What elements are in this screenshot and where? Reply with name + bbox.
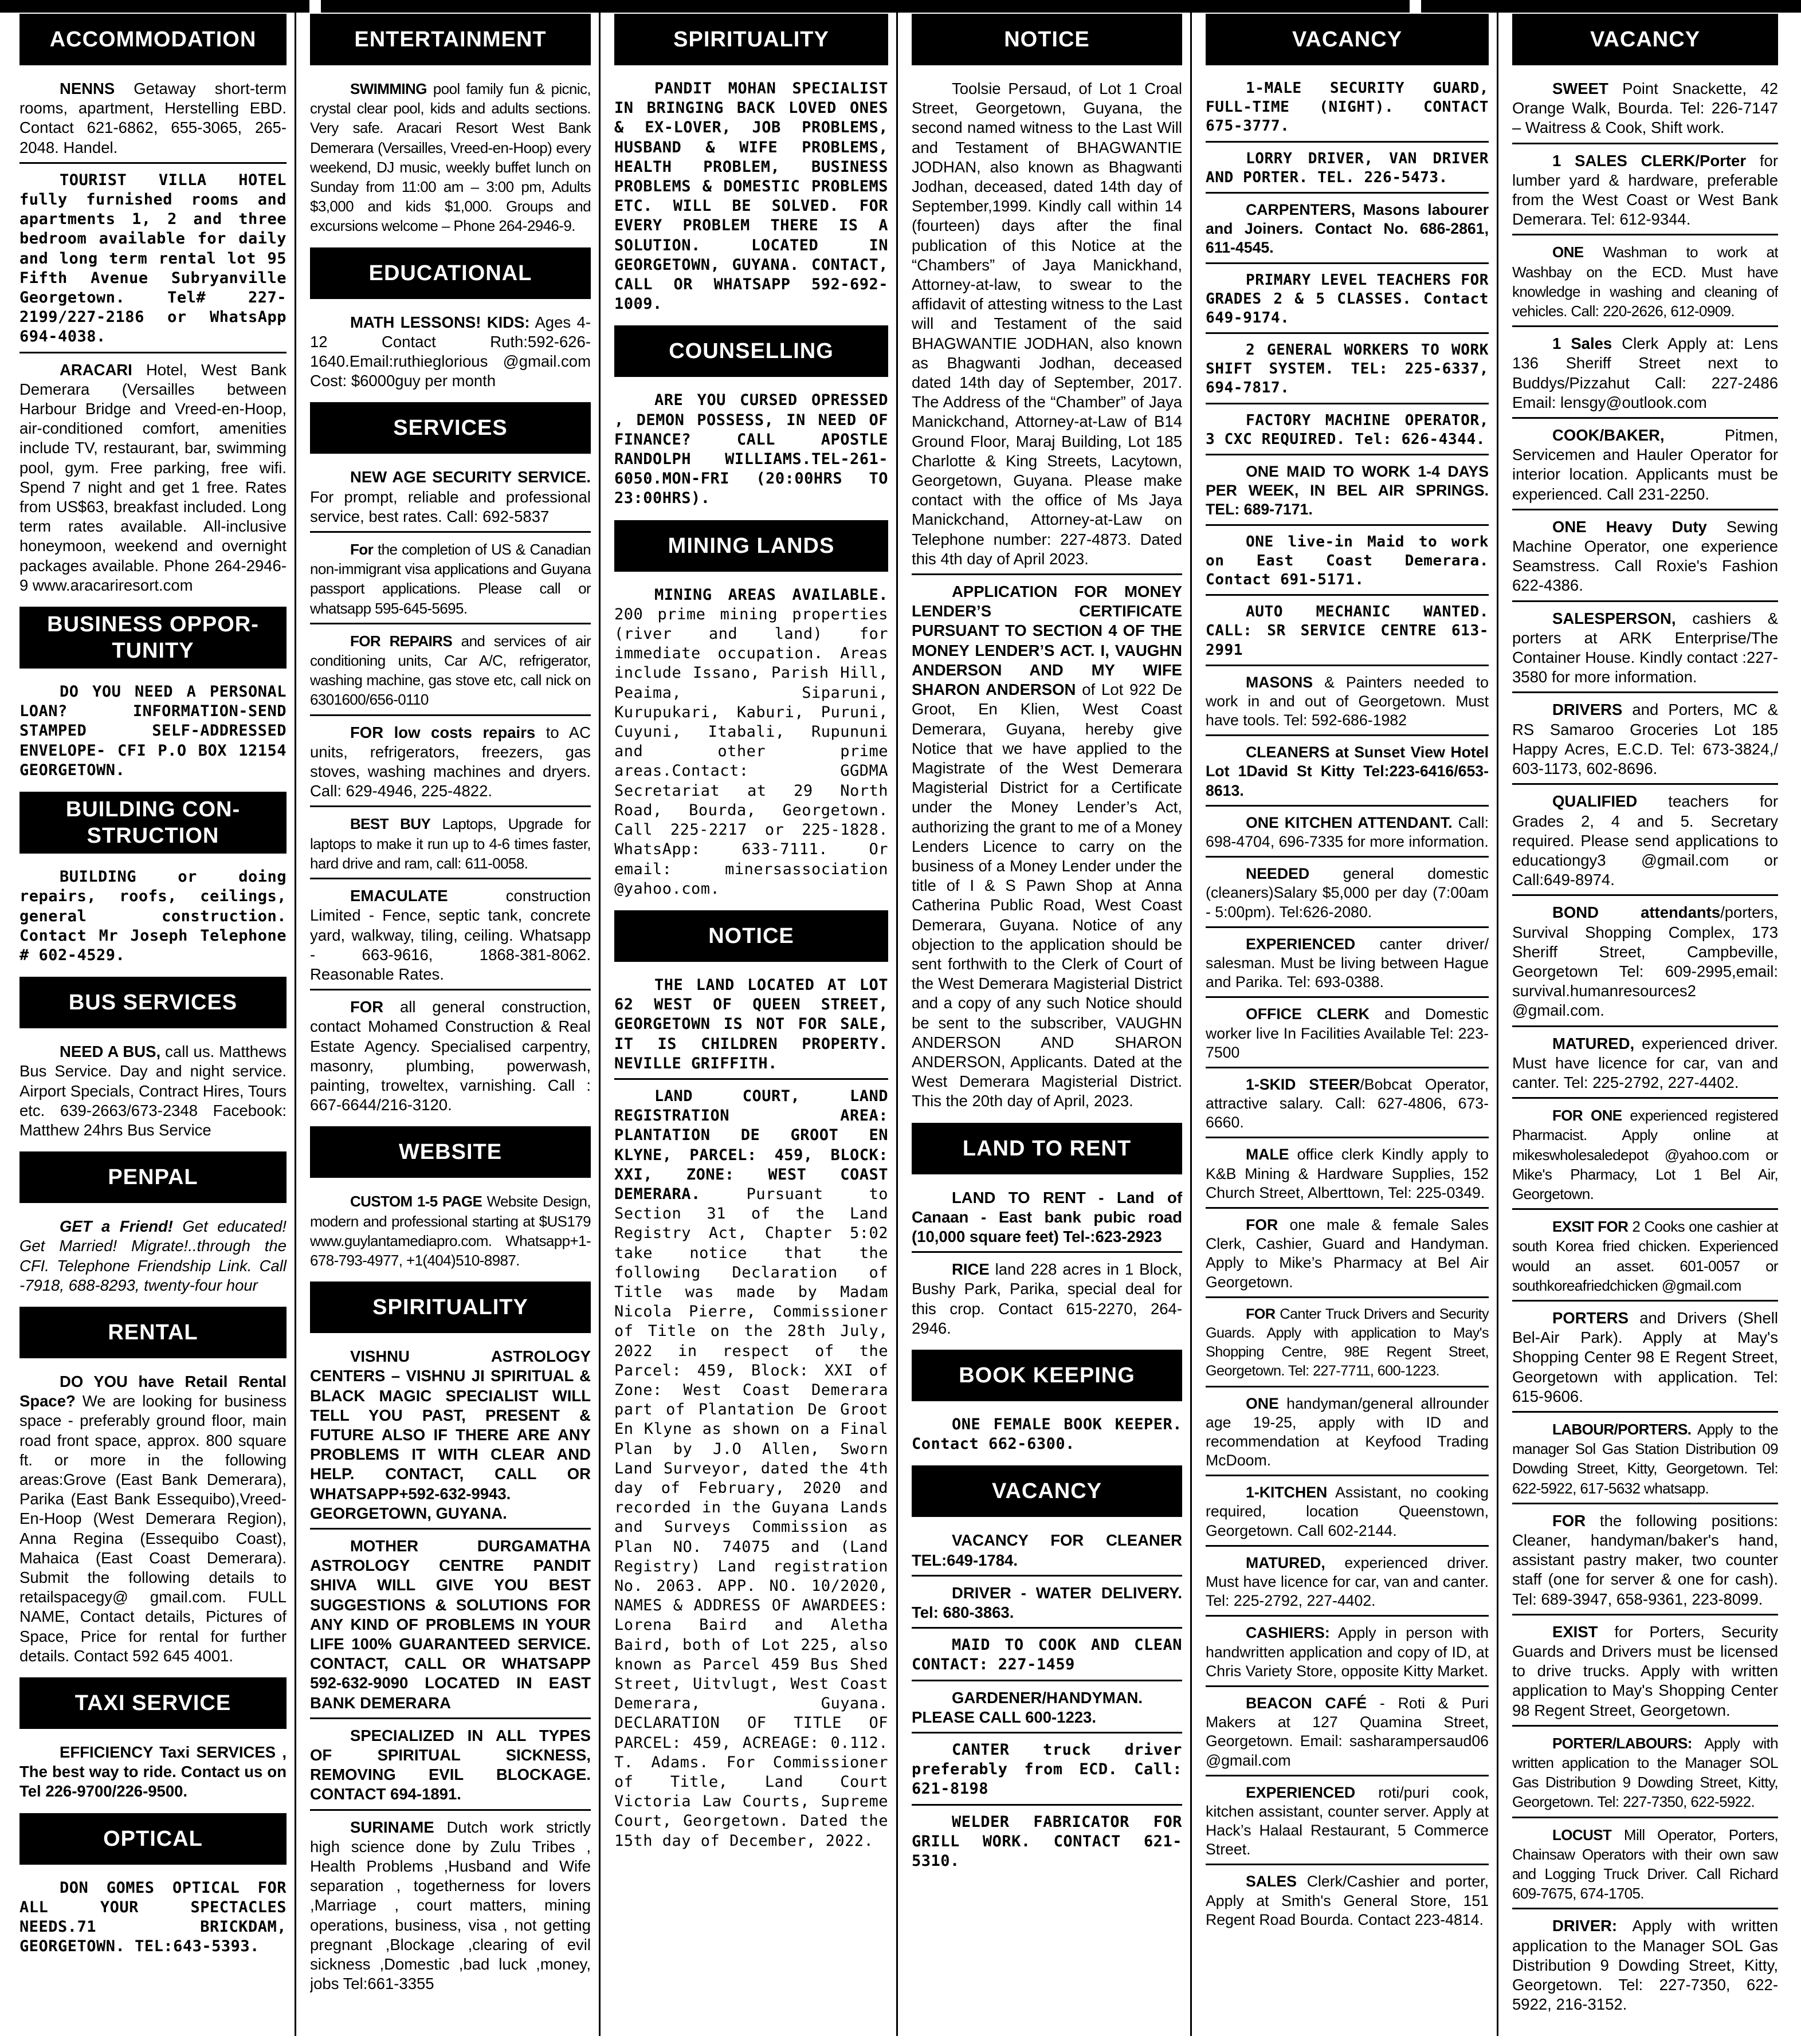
ad-lead: FOR	[350, 998, 384, 1016]
ad-text: Point Snackette, 42 Orange Walk, Bourda. Tel: 226-7147 – Waitress & Cook, Shift work.	[1512, 80, 1778, 137]
ad-text: and Domestic worker live In Facilities Available Tel: 223-7500	[1206, 1005, 1489, 1061]
classified-ad	[19, 1743, 287, 1806]
ad-text: AUTO MECHANIC WANTED. CALL: SR SERVICE CENTRE 613-2991	[1206, 603, 1489, 659]
ad-text: Canter Truck Drivers and Security Guards. Apply with application to May's Shopping Centre, 98E Regent Street, Georgetown. Tel: 227-7711, 600-1223.	[1206, 1306, 1489, 1379]
ad-text: FACTORY MACHINE OPERATOR, 3 CXC REQUIRED. Tel: 626-4344.	[1206, 411, 1489, 448]
ad-text: MOTHER DURGAMATHA ASTROLOGY CENTRE PANDIT SHIVA WILL GIVE YOU BEST SUGGESTIONS & SOLUTIONS FOR ANY KIND OF PROBLEMS IN YOUR LIFE 100% GUARANTEED SERVICE. CONTACT, CALL OR WHATSAPP 592-632-9090 LOCATED IN EAST BANK DEMERARA	[310, 1536, 591, 1712]
ad-text: ONE FEMALE BOOK KEEPER. Contact 662-6300.	[912, 1415, 1182, 1453]
classified-ad	[912, 1740, 1182, 1806]
ad-lead: MINING AREAS AVAILABLE.	[654, 585, 888, 604]
ad-lead: DO YOU have Retail Rental Space?	[19, 1372, 287, 1410]
classified-ad	[912, 1813, 1182, 1876]
classified-ad	[614, 585, 888, 903]
ad-lead: EXPERIENCED	[1246, 1783, 1356, 1801]
ad-lead: MASONS	[1246, 673, 1313, 691]
ad-lead: QUALIFIED	[1552, 792, 1638, 811]
classified-ad	[1206, 673, 1489, 737]
ad-text: - Roti & Puri Makers at 127 Quamina Street, Georgetown. Email: sasharampersaud06 @gmail.com	[1206, 1694, 1489, 1769]
ad-text: Washman to work at Washbay on the ECD. Must have knowledge in washing and cleaning of vehicles. Call: 220-2626, 612-0909.	[1512, 243, 1778, 320]
ad-text: 2 GENERAL WORKERS TO WORK SHIFT SYSTEM. TEL: 225-6337, 694-7817.	[1206, 341, 1489, 397]
classified-ad	[310, 1347, 591, 1530]
ad-lead: NENNS	[60, 80, 115, 97]
ad-text: cashiers & porters at ARK Enterprise/The Container House. Kindly contact :227-3580 for more information.	[1512, 609, 1778, 686]
ad-text: LORRY DRIVER, VAN DRIVER AND PORTER. TEL. 226-5473.	[1206, 150, 1489, 186]
classified-ad	[1206, 1394, 1489, 1477]
ad-text: construction Limited - Fence, septic tank, concrete yard, walkway, tiling, ceiling. Whatsapp - 663-9616, 1868-381-8062. Reasonable Rates.	[310, 887, 591, 983]
ad-lead: PORTER/LABOURS:	[1552, 1734, 1692, 1752]
ad-lead: ONE KITCHEN ATTENDANT.	[1246, 813, 1453, 831]
section-header: BUILDING CON-STRUCTION	[19, 792, 287, 854]
classified-ad	[1512, 517, 1778, 602]
ad-lead: EXIST	[1552, 1622, 1598, 1641]
classified-ad	[19, 867, 287, 970]
ad-text: /Bobcat Operator, attractive salary. Call: 627-4806, 673-6660.	[1206, 1075, 1489, 1131]
ad-lead: 1 Sales	[1552, 335, 1612, 353]
ad-text: of Lot 922 De Groot, En Klien, West Coast Demerara, Guyana, hereby give Notice that we have applied to the Magistrate of the West Demerara Magisterial District for a Certificate under the Money Lender’s Act, authorizing the grant to me of a Money Lenders Licence to carry on the business of a Money Lender under the title of I & S Pawn Shop at Anna Catherina Public Road, West Coast Demerara, Guyana. Notice of any objection to the application should be sent forthwith to the Clerk of Court of the West Demerara Magisterial District and a copy of any such Notice should be sent to the subscriber, VAUGHN ANDERSON AND SHARON ANDERSON, Applicants. Dated at the West Demerara Magisterial District. This the 20th day of April, 2023.	[912, 681, 1183, 1110]
ad-lead: 1-SKID STEER	[1246, 1075, 1360, 1093]
column-2	[310, 8, 601, 2036]
column-6	[1512, 8, 1778, 2036]
ad-text: CLEANERS at Sunset View Hotel Lot 1David St Kitty Tel:223-6416/653-8613.	[1206, 744, 1489, 799]
section-header: SERVICES	[310, 402, 591, 454]
ad-text: Call: 698-4704, 696-7335 for more information.	[1206, 813, 1489, 850]
classified-ad	[614, 976, 888, 1080]
classified-ad	[1206, 1005, 1489, 1068]
section-header: VACANCY	[1512, 14, 1778, 65]
ad-lead: FOR REPAIRS	[350, 632, 453, 650]
ad-text: general domestic (cleaners)Salary $5,000 per day (7:00am - 5:00pm). Tel:626-2080.	[1206, 865, 1489, 921]
classified-ad	[1512, 1420, 1778, 1504]
classified-ad	[1206, 1075, 1489, 1139]
ad-text: and Drivers (Shell Bel-Air Park). Apply at May's Shopping Center 98 E Regent Street, Georgetown with application. Tel: 615-9606.	[1512, 1308, 1778, 1405]
classified-ad	[1512, 334, 1778, 419]
section-header: VACANCY	[1206, 14, 1489, 65]
classified-ad	[1206, 411, 1489, 455]
ad-text: MAID TO COOK AND CLEAN CONTACT: 227-1459	[912, 1636, 1182, 1674]
classified-ad	[1512, 242, 1778, 327]
section-header: PENPAL	[19, 1151, 287, 1203]
ad-lead: RICE	[952, 1260, 990, 1279]
section-header: OPTICAL	[19, 1813, 287, 1865]
ad-lead: FOR	[1246, 1216, 1278, 1233]
classified-ad	[912, 79, 1182, 575]
ad-text: WELDER FABRICATOR FOR GRILL WORK. CONTACT 621-5310.	[912, 1813, 1182, 1870]
classified-ad	[19, 1042, 287, 1145]
ad-text: for lumber yard & hardware, preferable from the West Coast or West Bank Demerara. Tel: 612-9344.	[1512, 151, 1778, 229]
classified-ad	[1206, 1554, 1489, 1617]
classified-ad	[1206, 201, 1489, 264]
ad-text: Laptops, Upgrade for laptops to make it run up to 4-6 times faster, hard drive and ram, call: 611-0058.	[310, 815, 591, 872]
ad-text: handyman/general allrounder age 19-25, apply with ID and recommendation at Keyfood Trading McDoom.	[1206, 1394, 1489, 1469]
ad-text: Dutch work strictly high science done by Zulu Tribes , Health Problems ,Husband and Wife separation , togetherness for lovers ,Marriage , court matters, mining operations, business, visa , not getting pregnant ,Blockage ,clearing of evil sickness ,Domestic ,bad luck ,money, jobs Tel:661-3355	[310, 1818, 591, 1993]
ad-lead: 1 SALES CLERK/Porter	[1552, 151, 1747, 170]
section-header: BUS SERVICES	[19, 977, 287, 1028]
ad-text: THE LAND LOCATED AT LOT 62 WEST OF QUEEN STREET, GEORGETOWN IS NOT FOR SALE, IT IS CHILDREN PROPERTY. NEVILLE GRIFFITH.	[614, 976, 888, 1072]
ad-text: SPECIALIZED IN ALL TYPES OF SPIRITUAL SICKNESS, REMOVING EVIL BLOCKAGE. CONTACT 694-1891.	[310, 1726, 591, 1803]
classified-ad	[912, 1415, 1182, 1459]
ad-lead: PORTERS	[1552, 1308, 1629, 1327]
ad-lead: FOR ONE	[1552, 1107, 1622, 1125]
ad-text: ARE YOU CURSED OPRESSED , DEMON POSSESS, IN NEED OF FINANCE? CALL APOSTLE RANDOLPH WILLIAMS.TEL-261-6050.MON-FRI (20:00HRS TO 23:00HRS).	[614, 391, 888, 508]
ad-lead: BEST BUY	[350, 815, 431, 833]
ad-text: TOURIST VILLA HOTEL fully furnished rooms and apartments 1, 2 and three bedroom available for daily and long term rental lot 95 Fifth Avenue Subryanville Georgetown. Tel# 227-2199/227-2186 or WhatsApp 694-4038.	[19, 171, 287, 346]
ad-lead: EMACULATE	[350, 887, 448, 905]
classified-ad	[19, 1217, 287, 1300]
classified-ad	[310, 79, 591, 241]
ad-text: Ages 4-12 Contact Ruth:592-626-1640.Email:ruthieglorious @gmail.com Cost: $6000guy per month	[310, 313, 591, 390]
classified-ad	[1512, 903, 1778, 1027]
ad-text: ONE MAID TO WORK 1-4 DAYS PER WEEK, IN BEL AIR SPRINGS. TEL: 689-7171.	[1206, 463, 1489, 518]
section-header: ACCOMMODATION	[19, 14, 287, 65]
ad-lead: BEACON CAFÉ	[1246, 1694, 1367, 1712]
column-4	[912, 8, 1192, 2036]
classified-ad	[1206, 864, 1489, 928]
classified-ad	[1206, 1145, 1489, 1209]
ad-text: Apply with written application to the Manager SOL Gas Distribution 9 Dowding Street, Kitty, Georgetown. Tel: 227-7350, 622-5922, 216-3152.	[1512, 1917, 1778, 2014]
classified-ad	[310, 313, 591, 396]
classified-ad	[1512, 1034, 1778, 1099]
ad-lead: ONE Heavy Duty	[1552, 517, 1707, 536]
ad-lead: SALESPERSON,	[1552, 609, 1676, 627]
classified-ad	[19, 682, 287, 785]
ad-lead: BOND attendants	[1552, 903, 1721, 922]
ad-lead: DRIVER:	[1552, 1917, 1618, 1935]
ad-lead: LABOUR/PORTERS.	[1552, 1420, 1692, 1438]
ad-text: all general construction, contact Mohamed Construction & Real Estate Agency. Specialised carpentry, masonry, plumbing, powerwash, painting, troweltex, varnishing. Call : 667-6644/216-3120.	[310, 998, 591, 1114]
classified-ad	[912, 1531, 1182, 1576]
section-header: NOTICE	[912, 14, 1182, 65]
ad-text: Mill Operator, Porters, Chainsaw Operators with their own saw and Logging Truck Driver. Call Richard 609-7675, 674-1705.	[1512, 1826, 1778, 1903]
column-3	[614, 8, 898, 2036]
ad-text: Apply in person with handwritten application and copy of ID, at Chris Variety Store, opposite Kitty Market.	[1206, 1624, 1489, 1680]
ad-text: land 228 acres in 1 Block, Bushy Park, Parika, special deal for this crop. Contact 615-2270, 264-2946.	[912, 1260, 1182, 1337]
classified-ad	[310, 1192, 591, 1275]
classified-ad	[1206, 1872, 1489, 1934]
classified-ad	[310, 814, 591, 879]
ad-text: GARDENER/HANDYMAN. PLEASE CALL 600-1223.	[912, 1688, 1143, 1726]
classified-ad	[310, 467, 591, 533]
ad-lead: ARACARI	[60, 360, 132, 379]
ad-text: 2 Cooks one cashier at south Korea fried chicken. Experienced would an asset. 601-0057 or southkoreafriedchicken @gmail.com	[1512, 1218, 1778, 1294]
ad-text: experienced driver. Must have licence for car, van and canter. Tel: 225-2792, 227-4402.	[1206, 1554, 1489, 1610]
classified-ad	[19, 79, 287, 164]
section-header: RENTAL	[19, 1307, 287, 1358]
ad-lead: FOR	[1552, 1511, 1586, 1530]
ad-text: DRIVER - WATER DELIVERY. Tel: 680-3863.	[912, 1583, 1182, 1621]
classified-ad	[1206, 1483, 1489, 1547]
ad-lead: MATH LESSONS! KIDS:	[350, 313, 530, 331]
ad-lead: For	[350, 541, 374, 559]
classified-ad	[614, 1087, 888, 1856]
ad-text: We are looking for business space - preferably ground floor, main road front space, approx. 800 square ft. or more in the following areas:Grove (East Bank Demerara), Parika (East Bank Essequibo),Vreed-En-Hoop (West Demerara Region), Anna Regina (Essequibo Coast), Mahaica (East Coast Demerara). Submit the following details to retailspacegy@ gmail.com. FULL NAME, Contact details, Pictures of Space, Price for rental for further details. Contact 592 645 4001.	[19, 1392, 287, 1665]
section-header: SPIRITUALITY	[614, 14, 888, 65]
ad-text: Website Design, modern and professional starting at $US179 www.guylantamediapro.com. Whatsapp+1-678-793-4977, +1(404)510-8987.	[310, 1193, 591, 1269]
section-header: TAXI SERVICE	[19, 1677, 287, 1729]
classified-ad	[1206, 341, 1489, 404]
classified-ad	[1512, 1734, 1778, 1818]
classified-ad	[310, 723, 591, 808]
ad-lead: ONE	[1552, 243, 1584, 261]
ad-text: DON GOMES OPTICAL FOR ALL YOUR SPECTACLES NEEDS.71 BRICKDAM, GEORGETOWN. TEL:643-5393.	[19, 1878, 287, 1956]
ad-lead: MALE	[1246, 1146, 1289, 1163]
classified-ad	[1512, 609, 1778, 694]
ad-text: Toolsie Persaud, of Lot 1 Croal Street, Georgetown, Guyana, the second named witness to the Last Will and Testament of BHAGWANTIE JODHAN, also known as Bhagwanti Jodhan, deceased, dated 14th day of September,1999. Kindly call within 14 (fourteen) days after the final publication of this Notice at the “Chambers” of Jaya Manickhand, Attorney-at-law, to swear to the affidavit of attesting witness to the Last will and Testament of the said BHAGWANTIE JODHAN, also known as Bhagwanti Jodhan, deceased dated 14th day of September, 2017. The Address of the “Chamber” of Jaya Manickchand, Attorney-at-Law of B14 Ground Floor, Maraj Building, Lot 185 Charlotte & King Streets, Lacytown, Georgetown, Guyana. Please make contact with the office of Ms Jaya Manickchand, Attorney-at-Law on Telephone number: 227-4873. Dated this 4th day of April 2023.	[912, 80, 1182, 568]
ad-text: call us. Matthews Bus Service. Day and night service. Airport Specials, Contract Hires, Tours etc. 639-2663/673-2348 Facebook: Matthew 24hrs Bus Service	[19, 1043, 287, 1139]
ad-lead: FOR low costs repairs	[350, 723, 536, 741]
classified-ad	[1206, 271, 1489, 335]
classified-ad	[1206, 603, 1489, 666]
ad-lead: NEEDED	[1246, 865, 1310, 883]
ad-text: For prompt, reliable and professional service, best rates. Call: 692-5837	[310, 488, 591, 525]
ad-text: roti/puri cook, kitchen assistant, counter server. Apply at Hack’s Halaal Restaurant, 5 Commerce Street.	[1206, 1783, 1489, 1858]
ad-text: Get educated! Get Married! Migrate!..through the CFI. Telephone Friendship Link. Call -7918, 688-8293, twenty-four hour	[19, 1217, 287, 1294]
section-header: BUSINESS OPPOR-TUNITY	[19, 607, 287, 669]
classified-ad	[1512, 1622, 1778, 1727]
ad-text: Clerk Apply at: Lens 136 Sheriff Street next to Buddys/Pizzahut Call: 227-2486 Email: lensgy@outlook.com	[1512, 335, 1778, 411]
ad-text: one male & female Sales Clerk, Cashier, Guard and Handyman. Apply to Mike’s Pharmacy at Bel Air Georgetown.	[1206, 1216, 1489, 1291]
ad-lead: OFFICE CLERK	[1246, 1005, 1370, 1023]
ad-text: VISHNU ASTROLOGY CENTERS – VISHNU JI SPIRITUAL & BLACK MAGIC SPECIALIST WILL TELL YOU PAST, PRESENT & FUTURE ALSO IF THERE ARE ANY PROBLEMS IT WITH CLEAR AND HELP. CONTACT, CALL OR WHATSAPP+592-632-9943. GEORGETOWN, GUYANA.	[310, 1347, 591, 1522]
ad-lead: SWIMMING	[350, 80, 427, 97]
ad-lead: CASHIERS:	[1246, 1624, 1330, 1642]
ad-text: and services of air conditioning units, Car A/C, refrigerator, washing machine, gas stove etc, call nick on 6301600/656-0110	[310, 632, 591, 709]
section-header: LAND TO RENT	[912, 1123, 1182, 1174]
column-1	[19, 8, 296, 2036]
classified-ad	[1206, 462, 1489, 526]
classified-ad	[1512, 1511, 1778, 1615]
classified-ad	[1512, 1916, 1778, 2019]
classified-ad	[1206, 1783, 1489, 1866]
column-5	[1206, 8, 1498, 2036]
classified-ad	[310, 997, 591, 1119]
ad-text: 1-MALE SECURITY GUARD, FULL-TIME (NIGHT). CONTACT 675-3777.	[1206, 80, 1489, 135]
ad-text: 200 prime mining properties (river and land) for immediate occupation. Areas include Issano, Parish Hill, Peaima, Siparuni, Kurupukari, Kaburi, Puruni, Cuyuni, Itabali, Rupununi and other prime areas.Contact: GGDMA Secretariat at 29 North Road, Bourda, Georgetown. Call 225-2217 or 225-1828. WhatsApp: 633-7111. Or email: minersassociation @yahoo.com.	[614, 605, 888, 898]
ad-text: to AC units, refrigerators, freezers, gas stoves, washing machines and dryers. Call: 629-4946, 225-4822.	[310, 723, 591, 800]
section-header: EDUCATIONAL	[310, 247, 591, 299]
classified-ad	[19, 1372, 287, 1670]
classified-ad	[1206, 150, 1489, 194]
ad-text: & Painters needed to work in and out of Georgetown. Must have tools. Tel: 592-686-1982	[1206, 673, 1489, 729]
classified-ad	[1206, 1305, 1489, 1387]
ad-text: CARPENTERS, Masons labourer and Joiners. Contact No. 686-2861, 611-4545.	[1206, 201, 1489, 257]
ad-lead: SALES	[1246, 1873, 1297, 1890]
ad-lead: FOR	[1246, 1306, 1276, 1322]
ad-text: BUILDING or doing repairs, roofs, ceilings, general construction. Contact Mr Joseph Telephone # 602-4529.	[19, 868, 287, 964]
classified-ad	[912, 1260, 1182, 1343]
ad-text: for Porters, Security Guards and Drivers must be licensed to drive trucks. Apply with written application to May's Shopping Center 98 Regent Street, Georgetown.	[1512, 1622, 1778, 1719]
classified-ad	[1206, 1694, 1489, 1776]
section-header: COUNSELLING	[614, 325, 888, 377]
ad-text: PRIMARY LEVEL TEACHERS FOR GRADES 2 & 5 CLASSES. Contact 649-9174.	[1206, 271, 1489, 327]
ad-text: and Porters, MC & RS Samaroo Groceries Lot 185 Happy Acres, E.C.D. Tel: 673-3824,/ 603-1173, 602-8696.	[1512, 701, 1778, 778]
ad-text: /porters, Survival Shopping Complex, 173 Sheriff Street, Campbeville, Georgetown Tel: 609-2995,email: survival.humanresources2 @gmail.com.	[1512, 903, 1778, 1020]
ad-lead: NEED A BUS,	[60, 1043, 161, 1061]
ad-text: experienced driver. Must have licence for car, van and canter. Tel: 225-2792, 227-4402.	[1512, 1034, 1778, 1091]
section-header: BOOK KEEPING	[912, 1350, 1182, 1401]
ad-text: VACANCY FOR CLEANER TEL:649-1784.	[912, 1531, 1182, 1569]
ad-lead: EXSIT FOR	[1552, 1218, 1629, 1236]
section-header: SPIRITUALITY	[310, 1282, 591, 1333]
ad-text: Assistant, no cooking required, location Queenstown, Georgetown. Call 602-2144.	[1206, 1484, 1489, 1539]
ad-text: pool family fun & picnic, crystal clear pool, kids and adults sections. Very safe. Aracari Resort West Bank Demerara (Versailles, Vreed-en-Hoop) every weekend, DJ music, weekly buffet lunch on Sunday from 11:00 am – 3:00 pm, Adults $3,000 and kids $1,000. Groups and excursions welcome – Phone 264-2946-9.	[310, 80, 591, 235]
classified-ad	[912, 582, 1182, 1115]
classified-ad	[912, 1188, 1182, 1253]
ad-text: ONE live-in Maid to work on East Coast Demerara. Contact 691-5171.	[1206, 533, 1489, 588]
ad-lead: CUSTOM 1-5 PAGE	[350, 1193, 482, 1210]
classified-ad	[614, 79, 888, 319]
classified-ad	[912, 1688, 1182, 1734]
ad-lead: APPLICATION FOR MONEY LENDER’S CERTIFICATE PURSUANT TO SECTION 4 OF THE MONEY LENDER’S ACT. I, VAUGHN ANDERSON AND MY WIFE SHARON ANDERSON	[912, 583, 1182, 699]
ad-lead: 1-KITCHEN	[1246, 1484, 1328, 1501]
classified-ad	[310, 540, 591, 624]
classified-ad	[310, 631, 591, 716]
section-header: VACANCY	[912, 1465, 1182, 1517]
classified-ad	[1206, 79, 1489, 143]
classified-ad	[19, 171, 287, 353]
ad-lead: ONE	[1246, 1394, 1279, 1412]
ad-text: teachers for Grades 2, 4 and 5. Secretary required. Please send applications to educationgy3 @gmail.com or Call:649-8974.	[1512, 792, 1778, 889]
ad-text: Pitmen, Servicemen and Hauler Operator for interior location. Applicants must be experienced. Call 231-2250.	[1512, 426, 1778, 503]
ad-lead: GET a Friend!	[60, 1217, 173, 1236]
ad-text: Getaway short-term rooms, apartment, Herstelling EBD. Contact 621-6862, 655-3065, 265-2048. Handel.	[19, 80, 287, 156]
classified-ad	[1206, 1216, 1489, 1298]
classified-ad	[1206, 935, 1489, 999]
classified-ad	[1206, 813, 1489, 858]
ad-lead: EXPERIENCED	[1246, 935, 1356, 953]
ad-lead: MATURED,	[1552, 1034, 1635, 1052]
ad-lead: COOK/BAKER,	[1552, 426, 1665, 445]
ad-text: Hotel, West Bank Demerara (Versailles between Harbour Bridge and Vreed-en-Hoop, air-conditioned comfort, amenities include TV, restaurant, bar, swimming pool, gym. Free parking, free wifi. Spend 7 night and get 1 free. Rates from US$63, breakfast included. Long term rates available. All-inclusive honeymoon, weekend and overnight packages available. Phone 264-2946-9 www.aracariresort.com	[19, 360, 287, 594]
classified-ad	[310, 886, 591, 990]
classified-ad	[1512, 1217, 1778, 1302]
ad-text: Apply with written application to the Manager SOL Gas Distribution 9 Dowding Street, Kitty, Georgetown. Tel: 227-7350, 622-5922.	[1512, 1734, 1778, 1811]
classified-ad	[1512, 426, 1778, 510]
classified-ad	[1512, 1106, 1778, 1210]
classified-ad	[1512, 700, 1778, 785]
ad-text: Clerk/Cashier and porter, Apply at Smith's General Store, 151 Regent Road Bourda. Contact 223-4814.	[1206, 1873, 1489, 1928]
ad-text: Apply to the manager Sol Gas Station Distribution 09 Dowding Street, Kitty, Georgetown. Tel: 622-5922, 617-5632 whatsapp.	[1512, 1420, 1778, 1497]
classified-ad	[1512, 1825, 1778, 1910]
ad-text: Sewing Machine Operator, one experience Seamstress. Call Roxie's Fashion 622-4386.	[1512, 517, 1778, 595]
ad-text: EFFICIENCY Taxi SERVICES , The best way to ride. Contact us on Tel 226-9700/226-9500.	[19, 1743, 287, 1801]
ad-lead: SWEET	[1552, 80, 1608, 97]
ad-lead: LAND TO RENT - Land of Canaan - East bank pubic road (10,000 square feet) Tel-:623-2923	[912, 1188, 1182, 1245]
ad-lead: LAND COURT, LAND REGISTRATION AREA: PLANTATION DE GROOT EN KLYNE, PARCEL: 459, BLOCK: XXI, ZONE: WEST COAST DEMERARA.	[614, 1087, 888, 1203]
classified-ad	[1512, 792, 1778, 896]
classified-ad	[1512, 1308, 1778, 1413]
section-header: WEBSITE	[310, 1126, 591, 1178]
ad-lead: MATURED,	[1246, 1554, 1325, 1571]
ad-text: PANDIT MOHAN SPECIALIST IN BRINGING BACK LOVED ONES & EX-LOVER, JOB PROBLEMS, HUSBAND & WIFE PROBLEMS, HEALTH PROBLEM, BUSINESS PROBLEMS & DOMESTIC PROBLEMS ETC. WILL BE SOLVED. FOR EVERY PROBLEM THERE IS A SOLUTION. LOCATED IN GEORGETOWN, GUYANA. CONTACT, CALL OR WHATSAPP 592-692-1009.	[614, 80, 888, 313]
classified-ad	[310, 1818, 591, 1999]
ad-text: canter driver/ salesman. Must be living between Hague and Parika. Tel: 693-0388.	[1206, 935, 1489, 991]
ad-lead: NEW AGE SECURITY SERVICE.	[350, 468, 591, 486]
ad-text: DO YOU NEED A PERSONAL LOAN? INFORMATION-SEND STAMPED SELF-ADDRESSED ENVELOPE- CFI P.O BOX 12154 GEORGETOWN.	[19, 683, 287, 779]
ad-text: CANTER truck driver preferably from ECD. Call: 621-8198	[912, 1741, 1182, 1798]
classified-ad	[310, 1536, 591, 1719]
ad-text: Pursuant to Section 31 of the Land Registry Act, Chapter 5:02 take notice that the following Declaration of Title was made by Madam Nicola Pierre, Commissioner of Title on the 28th July, 2022 in respect of the Parcel: 459, Block: XXI of Zone: West Coast Demerara part of Plantation De Groot En Klyne as shown on a Final Plan by J.O Allen, Sworn Land Surveyor, dated the 4th day of February, 2020 and recorded in the Guyana Lands and Surveys Commission as Plan NO. 74075 and (Land Registry) Land registration No. 2063. APP. NO. 10/2020, NAMES & ADDRESS OF AWARDEES: Lorena Baird and Aletha Baird, both of Lot 225, also known as Parcel 459 Bus Shed Street, Uitvlugt, West Coast Demerara, Guyana. DECLARATION OF TITLE OF PARCEL: 459, ACREAGE: 0.112. T. Adams. For Commissioner of Title, Land Court Victoria Law Courts, Supreme Court, Georgetown. Dated the 15th day of December, 2022.	[614, 1185, 888, 1850]
ad-text: experienced registered Pharmacist. Apply online at mikeswholesaledepot @yahoo.com or Mike's Pharmacy, Lot 1 Bel Air, Georgetown.	[1512, 1107, 1778, 1202]
ad-lead: LOCUST	[1552, 1826, 1612, 1843]
classified-ad	[912, 1636, 1182, 1681]
ad-text: office clerk Kindly apply to K&B Mining & Hardware Supplies, 152 Church Street, Alberttown, Tel: 225-0349.	[1206, 1146, 1489, 1201]
section-header: ENTERTAINMENT	[310, 14, 591, 65]
ad-lead: SURINAME	[350, 1818, 434, 1836]
classified-ad	[1512, 151, 1778, 236]
classifieds-page	[19, 8, 1787, 2036]
ad-text: the following positions: Cleaner, handyman/baker's hand, assistant pastry maker, two counter staff (one for server & one for cash). Tel: 689-3947, 658-9361, 223-8099.	[1512, 1511, 1778, 1608]
classified-ad	[19, 360, 287, 600]
classified-ad	[19, 1878, 287, 1962]
classified-ad	[614, 391, 888, 513]
classified-ad	[1206, 1624, 1489, 1687]
classified-ad	[310, 1726, 591, 1811]
ad-text: the completion of US & Canadian non-immigrant visa applications and Guyana passport applications. Please call or whatsapp 595-645-5695.	[310, 541, 591, 617]
ad-lead: DRIVERS	[1552, 701, 1623, 719]
classified-ad	[912, 1583, 1182, 1629]
section-header: NOTICE	[614, 910, 888, 962]
section-header: MINING LANDS	[614, 520, 888, 572]
classified-ad	[1206, 743, 1489, 807]
classified-ad	[1512, 79, 1778, 144]
classified-ad	[1206, 533, 1489, 596]
